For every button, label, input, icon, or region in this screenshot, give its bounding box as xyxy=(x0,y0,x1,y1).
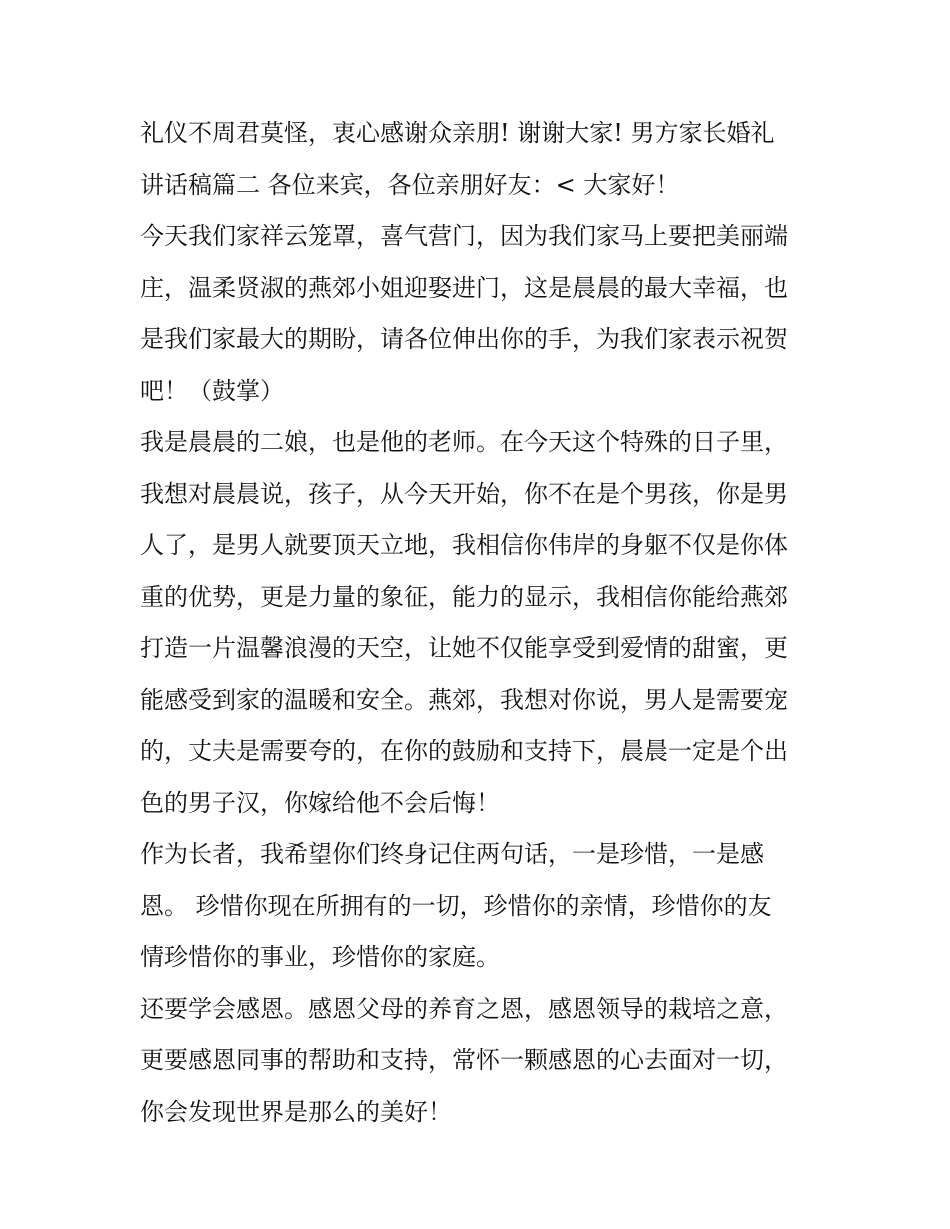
text-line: 我想对晨晨说，孩子，从今天开始，你不在是个男孩，你是男 xyxy=(140,479,788,508)
text-line: 吧！（鼓掌） xyxy=(140,376,284,405)
text-line: 今天我们家祥云笼罩，喜气营门，因为我们家马上要把美丽端 xyxy=(140,222,788,250)
text-line: 更要感恩同事的帮助和支持，常怀一颗感恩的心去面对一切， xyxy=(140,1046,788,1074)
text-line: 我是晨晨的二娘，也是他的老师。在今天这个特殊的日子里， xyxy=(140,428,788,456)
text-line: 能感受到家的温暖和安全。燕郊，我想对你说，男人是需要宠 xyxy=(140,685,788,714)
document-body xyxy=(140,108,820,1138)
text-line: 打造一片温馨浪漫的天空，让她不仅能享受到爱情的甜蜜，更 xyxy=(140,634,788,662)
text-line: 人了，是男人就要顶天立地，我相信你伟岸的身躯不仅是你体 xyxy=(140,531,788,559)
text-line: 重的优势，更是力量的象征，能力的显示，我相信你能给燕郊 xyxy=(140,582,788,611)
text-line: 色的男子汉，你嫁给他不会后悔！ xyxy=(140,788,500,817)
text-line: 作为长者，我希望你们终身记住两句话，一是珍惜，一是感 xyxy=(140,840,764,868)
text-line: 礼仪不周君莫怪，衷心感谢众亲朋! 谢谢大家! 男方家长婚礼 xyxy=(140,119,775,147)
text-line: 的，丈夫是需要夸的，在你的鼓励和支持下，晨晨一定是个出 xyxy=(140,737,788,765)
text-line: 还要学会感恩。感恩父母的养育之恩，感恩领导的栽培之意， xyxy=(140,994,788,1023)
text-line: 是我们家最大的期盼，请各位伸出你的手，为我们家表示祝贺 xyxy=(140,325,788,353)
text-line: 恩。 珍惜你现在所拥有的一切，珍惜你的亲情，珍惜你的友 xyxy=(140,891,772,920)
text-line: 情珍惜你的事业，珍惜你的家庭。 xyxy=(140,943,500,971)
text-line: 庄，温柔贤淑的燕郊小姐迎娶进门，这是晨晨的最大幸福，也 xyxy=(140,273,788,302)
text-line: 讲话稿篇二 各位来宾，各位亲朋好友：< 大家好！ xyxy=(140,170,680,199)
text-line: 你会发现世界是那么的美好！ xyxy=(140,1097,452,1126)
